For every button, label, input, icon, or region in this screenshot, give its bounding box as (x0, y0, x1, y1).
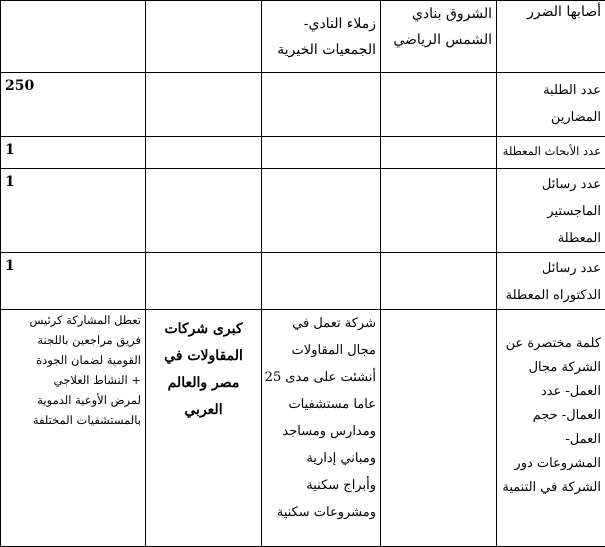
row-label-students: عدد الطلبة المضارين (497, 73, 605, 137)
impact-notes: تعطل المشاركة كرئيس فريق مراجعين باللجنة القومية لضمان الجودة + النشاط العلاجي لمرض الأوعية الدموية بالمستشفيات المختلفة (1, 310, 146, 547)
company-description-label: كلمة مختصرة عن الشركة مجال العمل- عدد العمال- حجم العمل- المشروعات دور الشركة في التنمية (497, 310, 605, 547)
row-value-research: 1 (1, 137, 146, 169)
cell (262, 253, 381, 310)
company-details: شركة تعمل في مجال المقاولات أنشئت على مدى 25 عاما مستشفيات ومدارس ومساجد ومباني إدارية وأبراج سكنية ومشروعات سكنية (262, 310, 381, 547)
header-row (1, 1, 605, 73)
cell (381, 310, 497, 547)
header-affected: أصابها الضرر (497, 1, 605, 73)
row-value-students: 250 (1, 73, 146, 137)
cell (262, 169, 381, 253)
table-row (1, 253, 605, 310)
cell (381, 169, 497, 253)
row-value-masters: 1 (1, 169, 146, 253)
cell (262, 137, 381, 169)
cell (262, 73, 381, 137)
table-row (1, 169, 605, 253)
row-label-phd: عدد رسائل الدكتوراه المعطلة (497, 253, 605, 310)
cell (381, 73, 497, 137)
table-row (1, 137, 605, 169)
cell (381, 253, 497, 310)
header-club-colleagues: زملاء النادي- الجمعيات الخيرية (262, 1, 381, 73)
row-label-masters: عدد رسائل الماجستير المعطلة (497, 169, 605, 253)
header-shorouk-club: الشروق بنادي الشمس الرياضي (381, 1, 497, 73)
table-row-company (1, 310, 605, 547)
company-summary: كبرى شركات المقاولات في مصر والعالم العربي (146, 310, 262, 547)
row-value-phd: 1 (1, 253, 146, 310)
table-row (1, 73, 605, 137)
cell (146, 253, 262, 310)
header-col5 (1, 1, 146, 73)
row-label-research: عدد الأبحاث المعطلة (497, 137, 605, 169)
cell (146, 137, 262, 169)
cell (381, 137, 497, 169)
cell (146, 73, 262, 137)
cell (146, 169, 262, 253)
header-col4 (146, 1, 262, 73)
